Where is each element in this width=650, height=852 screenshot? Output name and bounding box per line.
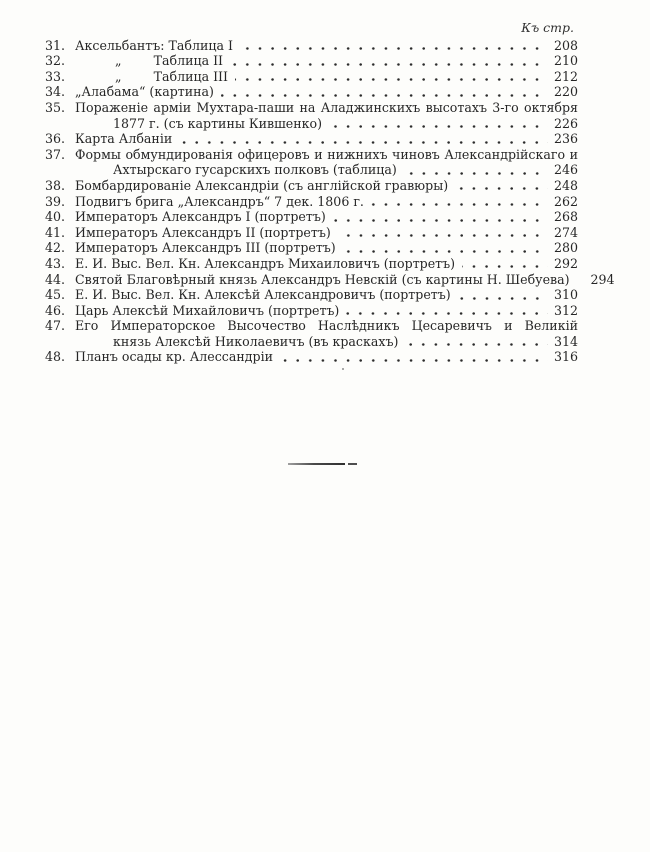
entry-text: „ Таблица III — [75, 68, 229, 84]
dot-leader — [230, 60, 548, 69]
toc-entry — [45, 100, 578, 131]
entry-body — [75, 209, 578, 225]
entry-body — [75, 318, 578, 349]
entry-body — [75, 69, 578, 85]
entry-line — [75, 178, 578, 194]
entry-number: 36. — [45, 131, 66, 147]
page-number: 220 — [553, 84, 578, 100]
entry-line — [75, 209, 578, 225]
toc-entry — [45, 225, 578, 241]
toc-entry — [45, 84, 578, 100]
dot-leader — [338, 231, 548, 240]
page-number: 294 — [590, 271, 615, 287]
entry-line-runover — [75, 318, 578, 334]
entry-number: 39. — [45, 193, 66, 209]
entry-number: 47. — [45, 318, 66, 334]
entry-text: Царь Алексѣй Михайловичъ (портретъ) — [75, 302, 340, 318]
entry-body — [75, 131, 578, 147]
toc-entry — [45, 349, 578, 365]
entry-number: 37. — [45, 146, 66, 162]
ink-speck — [342, 368, 344, 370]
entry-number: 41. — [45, 224, 66, 240]
toc-entry — [45, 69, 578, 85]
page-number: 292 — [553, 255, 578, 271]
entry-text: Императоръ Александръ I (портретъ) — [75, 209, 326, 225]
entry-line — [75, 349, 578, 365]
dot-leader — [577, 278, 585, 287]
entry-text: Е. И. Выс. Вел. Кн. Александръ Михаиловичъ (портретъ) — [75, 255, 456, 271]
page-number: 212 — [553, 68, 578, 84]
entry-body — [75, 303, 578, 319]
toc-entry — [45, 38, 578, 54]
entry-text: Формы обмундированія офицеровъ и нижнихъ чиновъ Александрійскаго и — [75, 146, 578, 162]
toc-entry — [45, 131, 578, 147]
entry-line — [75, 53, 578, 69]
entry-text: Карта Албаніи — [75, 131, 173, 147]
entry-text: 1877 г. (съ картины Кившенко) — [113, 115, 323, 131]
dot-leader — [462, 263, 548, 272]
dot-leader — [458, 294, 548, 303]
entry-line — [75, 240, 578, 256]
entry-line — [75, 116, 578, 132]
entry-body — [75, 240, 578, 256]
entry-line — [75, 131, 578, 147]
page-number: 280 — [553, 240, 578, 256]
page-number: 268 — [553, 209, 578, 225]
entry-text: Пораженіе арміи Мухтара-паши на Аладжинскихъ высотахъ 3-го октября — [75, 99, 578, 115]
entry-number: 32. — [45, 53, 66, 69]
page-number: 316 — [553, 349, 578, 365]
entry-text: Бомбардированіе Александріи (съ англійской гравюры) — [75, 177, 449, 193]
toc-entry — [45, 240, 578, 256]
entry-body — [75, 53, 578, 69]
entry-line — [75, 194, 578, 210]
entry-line-runover — [75, 100, 578, 116]
entry-number: 42. — [45, 240, 66, 256]
entry-line — [75, 287, 578, 303]
dot-leader — [371, 200, 548, 209]
entry-body — [75, 147, 578, 178]
divider-short-dash — [348, 463, 357, 465]
dot-leader — [455, 185, 548, 194]
dot-leader — [333, 216, 548, 225]
toc-entry — [45, 256, 578, 272]
entry-number: 44. — [45, 271, 66, 287]
entry-line-runover — [75, 147, 578, 163]
entry-text: Ахтырскаго гусарскихъ полковъ (таблица) — [113, 162, 397, 178]
page-number: 262 — [553, 193, 578, 209]
entry-line — [75, 303, 578, 319]
page-column-header: Къ стр. — [521, 20, 574, 35]
entry-line — [75, 84, 578, 100]
dot-leader — [329, 122, 548, 131]
entry-text: Аксельбантъ: Таблица I — [75, 37, 233, 53]
entry-body — [75, 256, 578, 272]
toc-entry — [45, 318, 578, 349]
entry-body — [75, 38, 578, 54]
entries-list — [45, 37, 615, 365]
entry-number: 33. — [45, 68, 66, 84]
entry-line — [75, 225, 578, 241]
entry-number: 35. — [45, 99, 66, 115]
dot-leader — [221, 91, 548, 100]
dot-leader — [405, 340, 548, 349]
toc-entry — [45, 53, 578, 69]
divider-long-dash — [288, 463, 345, 465]
entry-number: 40. — [45, 209, 66, 225]
page-number: 246 — [553, 162, 578, 178]
entry-body — [75, 100, 578, 131]
entry-body — [75, 84, 578, 100]
entry-line — [75, 334, 578, 350]
entry-number: 46. — [45, 302, 66, 318]
dot-leader — [235, 75, 548, 84]
entry-line — [75, 271, 615, 288]
page-number: 314 — [553, 333, 578, 349]
entry-number: 43. — [45, 255, 66, 271]
page-number: 274 — [553, 224, 578, 240]
entry-text: Подвигъ брига „Александръ“ 7 дек. 1806 г. — [75, 193, 364, 209]
entry-line — [75, 69, 578, 85]
entry-text: Планъ осады кр. Алессандріи — [75, 349, 274, 365]
toc-entry — [45, 147, 578, 178]
page-number: 208 — [553, 37, 578, 53]
entry-body — [75, 287, 578, 303]
dot-leader — [280, 356, 548, 365]
toc-entry — [45, 303, 578, 319]
entry-body — [75, 178, 578, 194]
entry-text: Императоръ Александръ II (портретъ) — [75, 224, 331, 240]
entry-text: Его Императорское Высочество Наслѣдникъ Цесаревичъ и Великій — [75, 318, 578, 334]
section-divider — [288, 462, 358, 466]
dot-leader — [343, 247, 548, 256]
dot-leader — [404, 169, 548, 178]
page-number: 226 — [553, 115, 578, 131]
entry-body — [75, 194, 578, 210]
entry-text: „ Таблица II — [75, 53, 224, 69]
entry-number: 48. — [45, 349, 66, 365]
toc-entry — [45, 287, 578, 303]
entry-text: Е. И. Выс. Вел. Кн. Алексѣй Александровичъ (портретъ) — [75, 287, 451, 303]
entry-body — [75, 271, 615, 288]
entry-number: 38. — [45, 177, 66, 193]
entry-number: 31. — [45, 37, 66, 53]
illustrations-list — [45, 20, 615, 365]
entry-body — [75, 225, 578, 241]
toc-entry — [45, 209, 578, 225]
entry-number: 34. — [45, 84, 66, 100]
page-number: 312 — [553, 302, 578, 318]
toc-entry — [45, 271, 615, 288]
entry-text: „Алабама“ (картина) — [75, 84, 214, 100]
dot-leader — [240, 44, 548, 53]
entry-line — [75, 256, 578, 272]
entry-text: Святой Благовѣрный князь Александръ Невскій (съ картины Н. Шебуева) — [75, 271, 570, 287]
entry-number: 45. — [45, 287, 66, 303]
entry-line — [75, 162, 578, 178]
toc-entry — [45, 194, 578, 210]
page-number: 210 — [553, 53, 578, 69]
page-number: 310 — [553, 287, 578, 303]
dot-leader — [179, 138, 548, 147]
page-number: 236 — [553, 131, 578, 147]
entry-body — [75, 349, 578, 365]
entry-text: Императоръ Александръ III (портретъ) — [75, 240, 336, 256]
dot-leader — [346, 309, 548, 318]
entry-text: князь Алексѣй Николаевичъ (въ краскахъ) — [113, 333, 399, 349]
page-number: 248 — [553, 177, 578, 193]
entry-line — [75, 38, 578, 54]
toc-entry — [45, 178, 578, 194]
